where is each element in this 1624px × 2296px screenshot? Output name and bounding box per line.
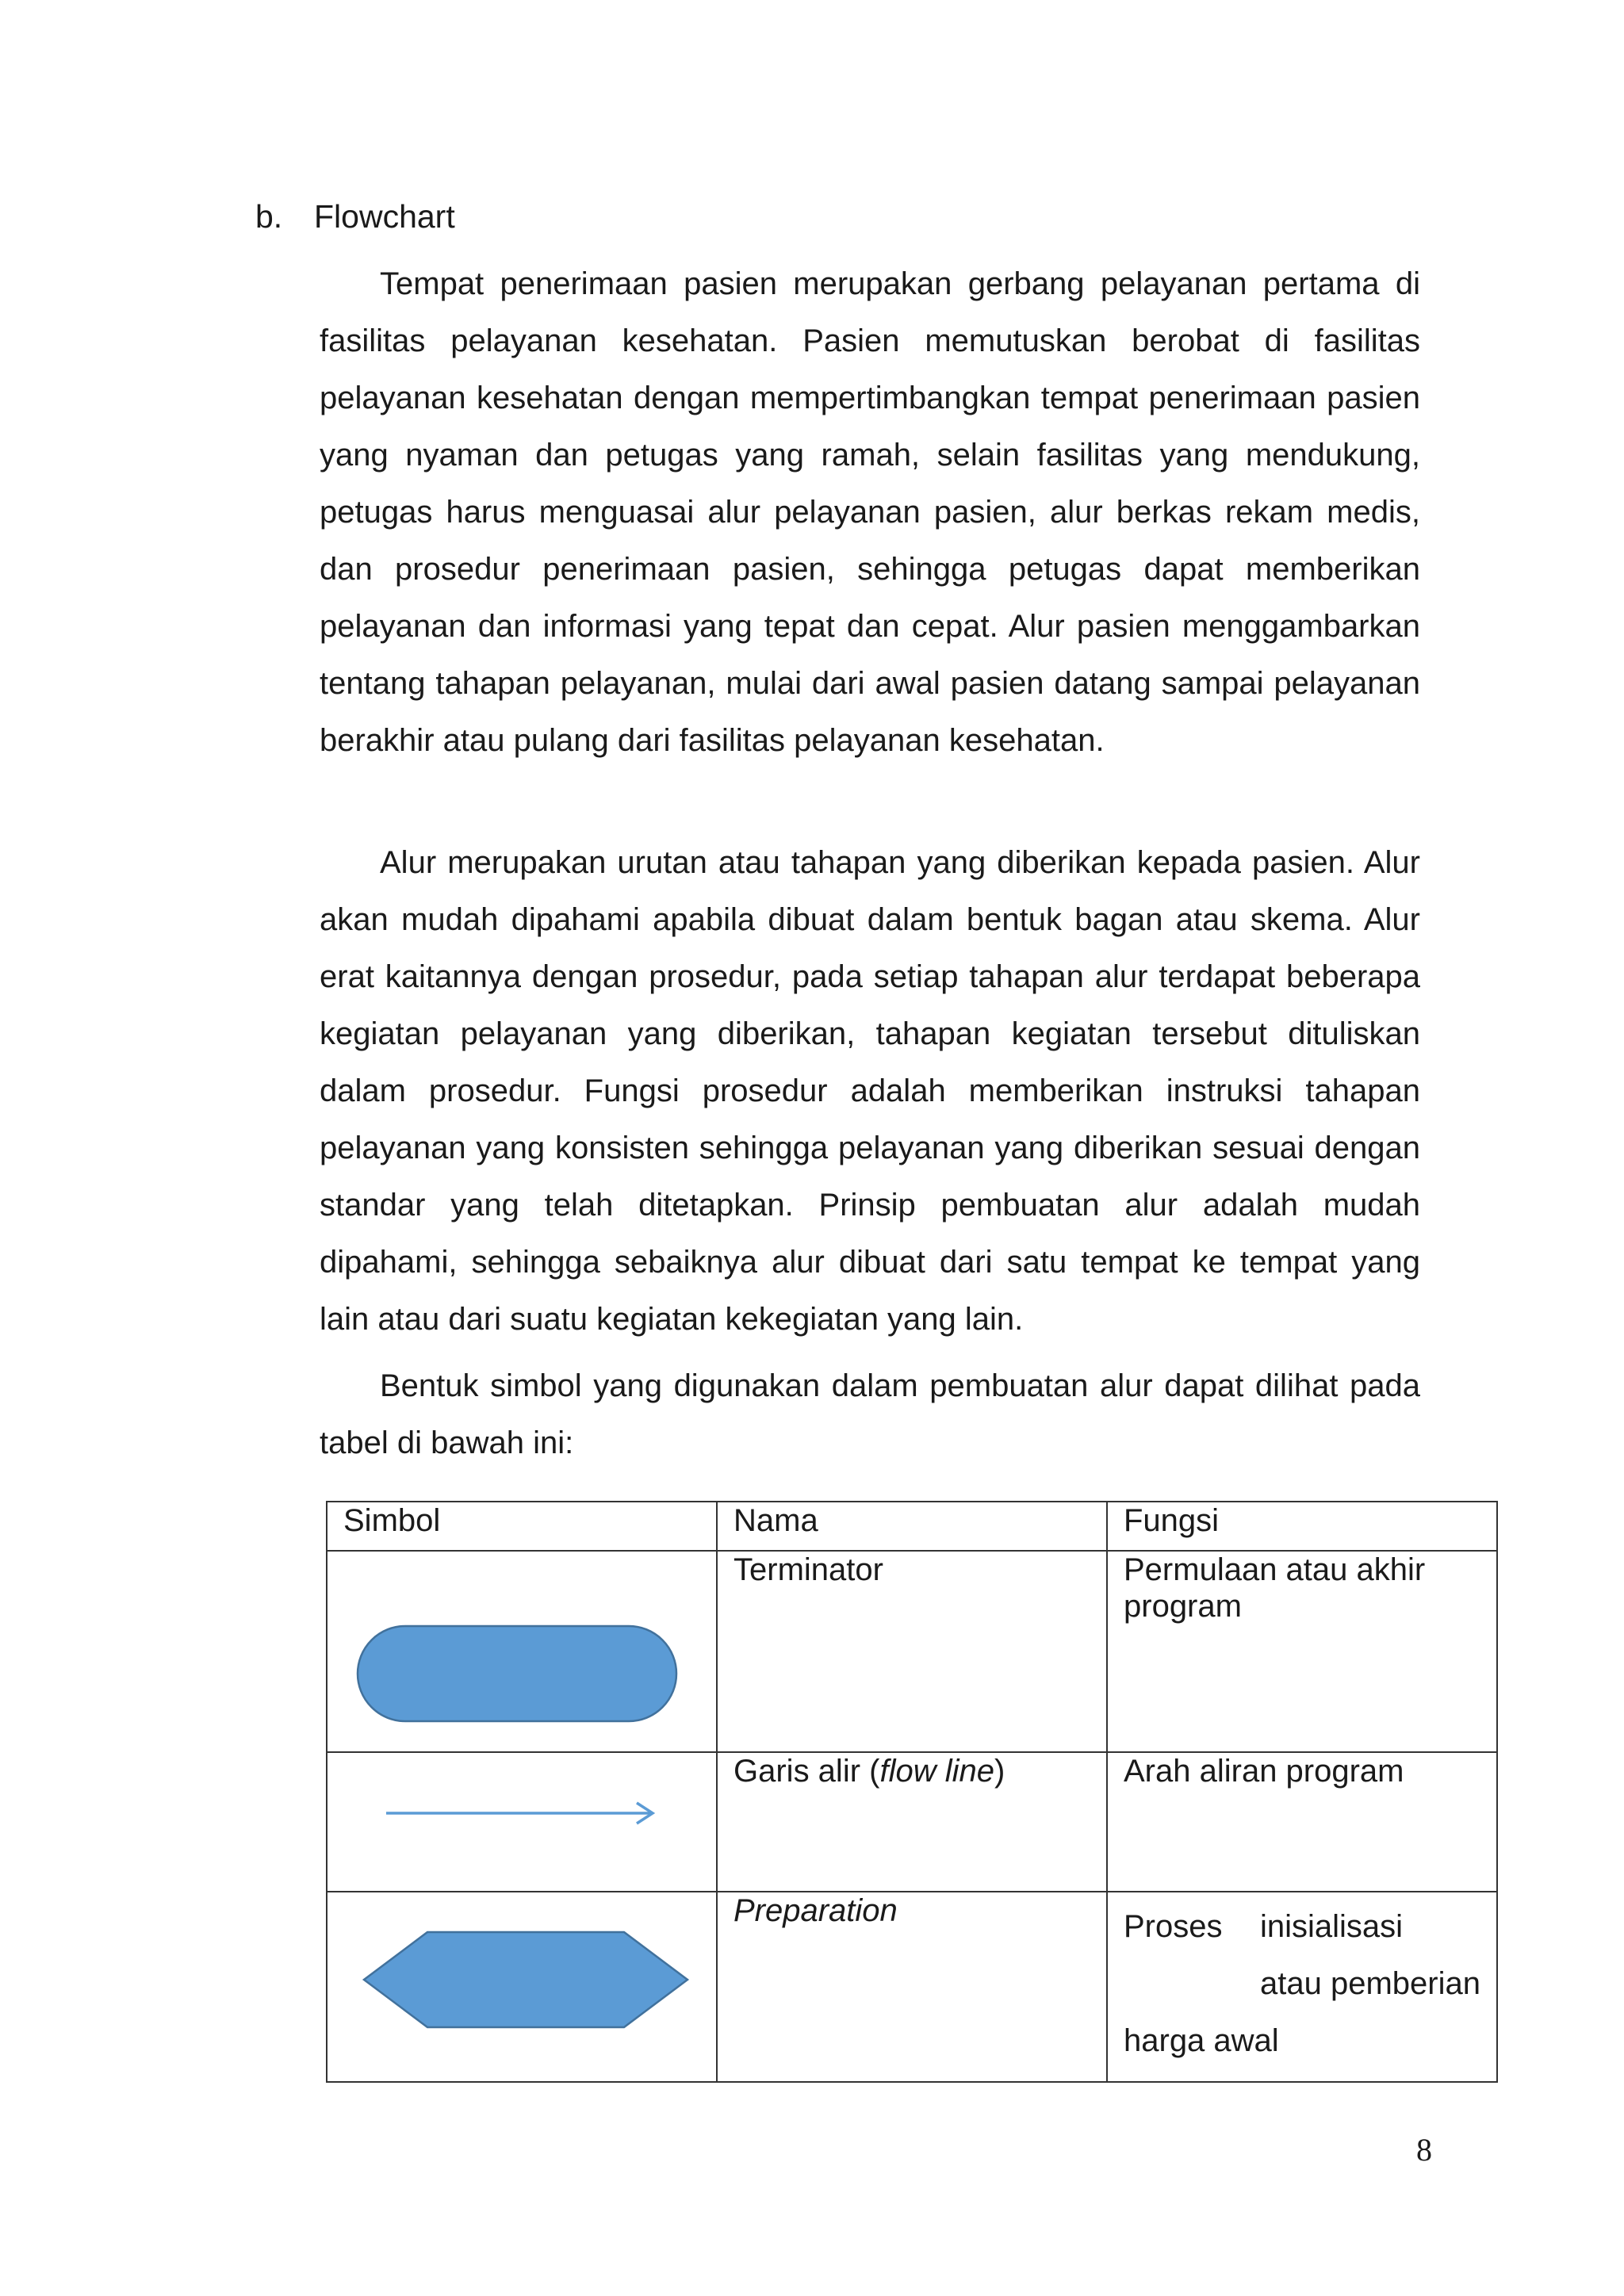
header-symbol: Simbol [327,1502,717,1551]
page-number: 8 [1416,2132,1432,2168]
section-number: b. [255,198,283,235]
symbol-name: Garis alir (flow line) [717,1752,1107,1892]
symbol-name: Terminator [717,1551,1107,1752]
header-name: Nama [717,1502,1107,1551]
header-function: Fungsi [1107,1502,1497,1551]
table-row [327,1551,1497,1752]
symbol-name: Preparation [717,1892,1107,2082]
section-title: Flowchart [314,198,455,235]
symbol-cell [327,1752,717,1892]
paragraph-3: Bentuk simbol yang digunakan dalam pembuatan alur dapat dilihat pada tabel di bawah ini: [320,1368,1420,1460]
symbol-function: Arah aliran program [1107,1752,1497,1892]
symbol-function: Proses inisialisasi atau pemberian harga awal [1107,1892,1497,2082]
terminator-icon [327,1552,716,1751]
paragraph-2: Alur merupakan urutan atau tahapan yang diberikan kepada pasien. Alur akan mudah dipahami apabila dibuat dalam bentuk bagan atau skema. Alur erat kaitannya dengan prosedur, pada setiap tahapan alur terdapat beberapa kegiatan pelayanan yang diberikan, tahapan kegiatan tersebut dituliskan dalam prosedur. Fungsi prosedur adalah memberikan instruksi tahapan pelayanan yang konsisten sehingga pelayanan yang diberikan sesuai dengan standar yang telah ditetapkan. Prinsip pembuatan alur adalah mudah dipahami, sehingga sebaiknya alur dibuat dari satu tempat ke tempat yang lain atau dari suatu kegiatan kekegiatan yang lain. [320,845,1420,1337]
preparation-icon [327,1892,716,2081]
flow-line-arrow-icon [327,1753,716,1891]
table-header-row [327,1502,1497,1551]
symbol-cell [327,1551,717,1752]
section-heading [255,193,455,239]
flowchart-symbol-table [326,1501,1498,2083]
paragraph-1: Tempat penerimaan pasien merupakan gerbang pelayanan pertama di fasilitas pelayanan kesehatan. Pasien memutuskan berobat di fasilitas pelayanan kesehatan dengan mempertimbangkan tempat penerimaan pasien yang nyaman dan petugas yang ramah, selain fasilitas yang mendukung, petugas harus menguasai alur pelayanan pasien, alur berkas rekam medis, dan prosedur penerimaan pasien, sehingga petugas dapat memberikan pelayanan dan informasi yang tepat dan cepat. Alur pasien menggambarkan tentang tahapan pelayanan, mulai dari awal pasien datang sampai pelayanan berakhir atau pulang dari fasilitas pelayanan kesehatan. [320,266,1420,758]
table-row [327,1752,1497,1892]
symbol-cell [327,1892,717,2082]
symbol-function: Permulaan atau akhir program [1107,1551,1497,1752]
table-row [327,1892,1497,2082]
